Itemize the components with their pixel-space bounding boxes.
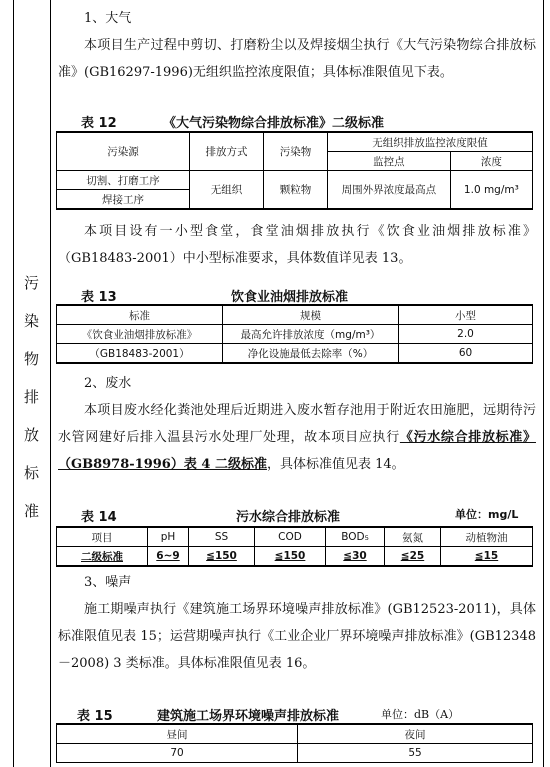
cell-day: 70: [57, 744, 298, 763]
th-ammonia: 氨氮: [385, 527, 441, 547]
water-standard-ref: 《污水综合排放标准》（GB8978-1996）表 4 二级标准: [58, 430, 536, 472]
th-point: 监控点: [327, 152, 450, 171]
th-conc: 浓度: [450, 152, 532, 171]
cell-method: 无组织: [189, 171, 263, 210]
cell-night: 55: [298, 744, 533, 763]
cell-row1-label: 最高允许排放浓度（mg/m³）: [223, 325, 399, 344]
th-source: 污染源: [57, 132, 190, 171]
th-night: 夜间: [298, 724, 533, 744]
cell-level: 二级标准: [57, 547, 148, 567]
th-ss: SS: [189, 527, 255, 547]
section-heading-noise: 3、噪声: [84, 575, 132, 590]
th-ph: pH: [148, 527, 189, 547]
table12: [56, 131, 533, 210]
cell-standard-name: 《饮食业油烟排放标准》: [57, 325, 223, 344]
cell-cod: ≦150: [255, 547, 326, 567]
side-label: [13, 264, 50, 530]
side-label-char: 标: [23, 464, 39, 482]
cell-point: 周围外界浓度最高点: [327, 171, 450, 210]
cell-standard-code: （GB18483-2001）: [57, 344, 223, 364]
side-label-char: 物: [23, 350, 39, 368]
table13: [56, 304, 533, 364]
cell-ss: ≦150: [189, 547, 255, 567]
th-day: 昼间: [57, 724, 298, 744]
th-small: 小型: [399, 305, 533, 325]
cell-row1-value: 2.0: [399, 325, 533, 344]
air-paragraph: 本项目生产过程中剪切、打磨粉尘以及焊接烟尘执行《大气污染物综合排放标准》(GB16297-1996)无组织监控浓度限值；具体标准限值见下表。: [58, 38, 536, 80]
th-item: 项目: [57, 527, 148, 547]
th-pollutant: 污染物: [264, 132, 328, 171]
th-limit: 无组织排放监控浓度限值: [327, 132, 532, 152]
table15-title: 表 15 建筑施工场界环境噪声排放标准: [77, 709, 340, 724]
section-heading-water: 2、废水: [84, 376, 132, 391]
table15-unit: 单位：dB（A）: [381, 708, 460, 721]
water-paragraph: 本项目废水经化粪池处理后近期进入废水暂存池用于附近农田施肥，远期待污水管网建好后排入温县污水处理厂处理，故本项目应执行《污水综合排放标准》（GB8978-1996）表 4 二级标准，具体标准值见表 14。: [58, 403, 536, 472]
cell-conc: 1.0 mg/m³: [450, 171, 532, 210]
th-standard: 标准: [57, 305, 223, 325]
side-label-char: 染: [23, 312, 39, 330]
cell-source-2: 焊接工序: [57, 190, 190, 210]
side-label-char: 准: [23, 502, 39, 520]
cell-row2-value: 60: [399, 344, 533, 364]
canteen-paragraph: 本项目设有一小型食堂，食堂油烟排放执行《饮食业油烟排放标准》（GB18483-2001）中小型标准要求，具体数值详见表 13。: [58, 224, 536, 266]
th-bod5: BOD₅: [326, 527, 385, 547]
table14-title: 表 14 污水综合排放标准: [81, 510, 341, 525]
th-method: 排放方式: [189, 132, 263, 171]
side-label-char: 污: [23, 274, 39, 292]
side-label-char: 排: [23, 388, 39, 406]
table14: [56, 526, 533, 567]
content: [51, 0, 541, 767]
table13-title: 表 13 饮食业油烟排放标准: [81, 290, 349, 305]
side-label-char: 放: [23, 426, 39, 444]
th-scale: 规模: [223, 305, 399, 325]
table15: [56, 723, 533, 763]
cell-ph: 6~9: [148, 547, 189, 567]
th-cod: COD: [255, 527, 326, 547]
cell-pollutant: 颗粒物: [264, 171, 328, 210]
table14-unit: 单位：mg/L: [455, 508, 519, 521]
cell-ammonia: ≦25: [385, 547, 441, 567]
cell-source-1: 切割、打磨工序: [57, 171, 190, 190]
cell-oil: ≦15: [441, 547, 533, 567]
noise-paragraph: 施工期噪声执行《建筑施工场界环境噪声排放标准》(GB12523-2011)，具体标准限值见表 15；运营期噪声执行《工业企业厂界环境噪声排放标准》(GB12348－2008) 3 类标准。具体标准限值见表 16。: [58, 602, 536, 671]
section-heading-air: 1、大气: [84, 11, 132, 26]
th-oil: 动植物油: [441, 527, 533, 547]
cell-row2-label: 净化设施最低去除率（%）: [223, 344, 399, 364]
cell-bod5: ≦30: [326, 547, 385, 567]
table12-title: 表 12 《大气污染物综合排放标准》二级标准: [81, 116, 385, 131]
